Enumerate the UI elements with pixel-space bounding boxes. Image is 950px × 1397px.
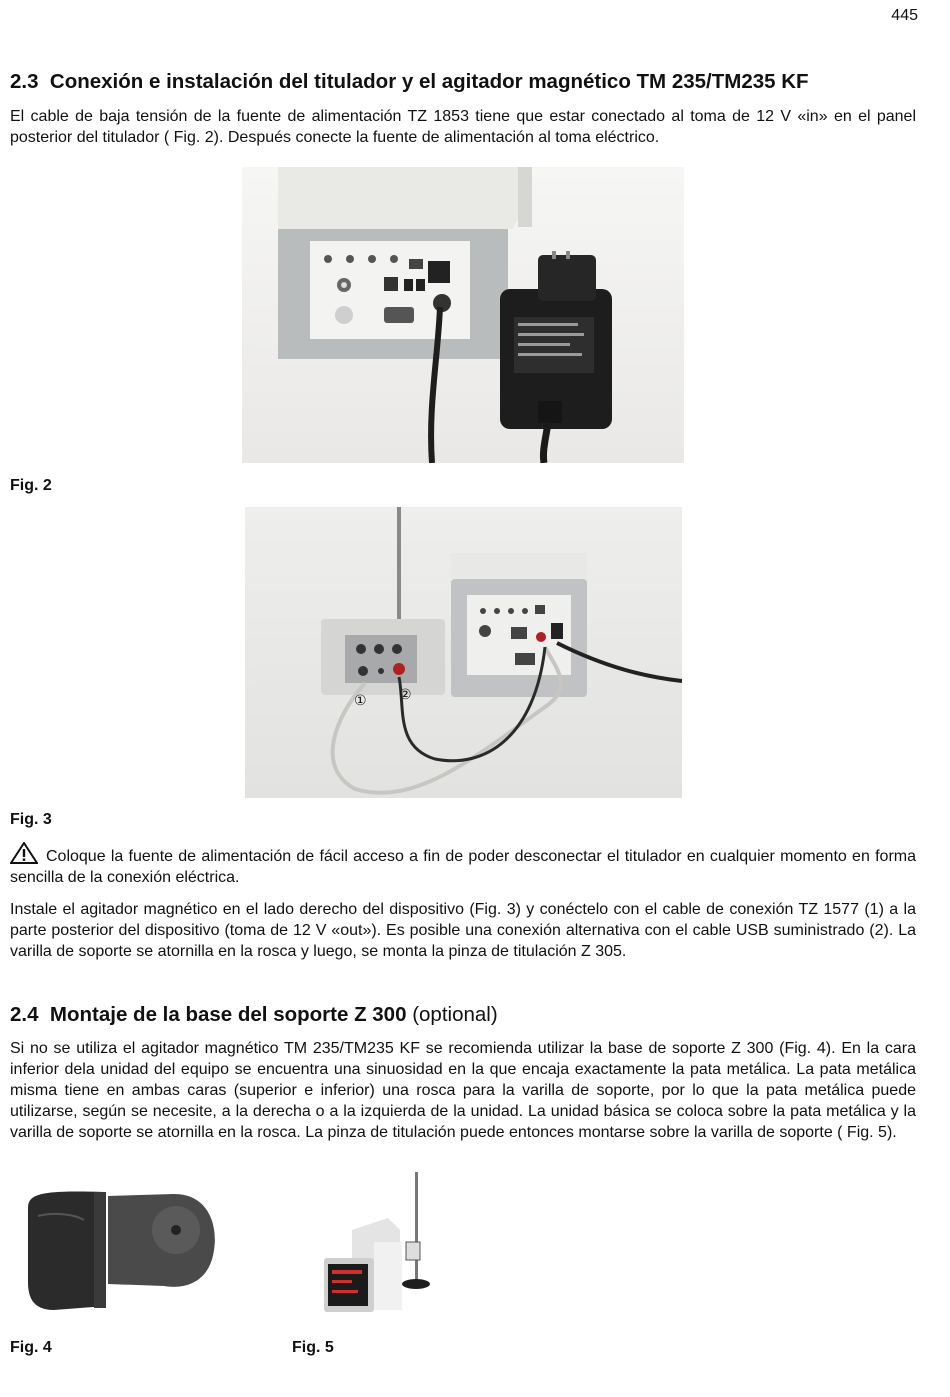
- warning-triangle-icon: [10, 842, 38, 864]
- warning-paragraph: [10, 846, 916, 888]
- fig5-photo: [322, 1172, 432, 1318]
- section-title: Montaje de la base del soporte Z 300: [49, 1003, 407, 1026]
- fig3-photo: [245, 507, 682, 798]
- section-number: 2.4: [10, 1003, 39, 1026]
- page-number: 445: [891, 7, 918, 24]
- section-2-3-intro: El cable de baja tensión de la fuente de alimentación TZ 1853 tiene que estar conectado al toma de 12 V «in» en el panel posterior del titulador ( Fig. 2). Después conecte la fuente de alimentación al toma eléctrico.: [10, 108, 916, 146]
- section-2-4-heading: [10, 1003, 498, 1027]
- fig2-label: Fig. 2: [10, 477, 52, 494]
- fig3-label: Fig. 3: [10, 811, 52, 828]
- section-title: Conexión e instalación del titulador y el agitador magnético TM 235/TM235 KF: [49, 70, 809, 93]
- fig5-label: Fig. 5: [292, 1339, 334, 1356]
- fig3-marker-1: ①: [354, 693, 367, 709]
- fig2-photo: [242, 167, 684, 463]
- fig3-marker-2: ②: [399, 687, 412, 703]
- warning-text: Coloque la fuente de alimentación de fácil acceso a fin de poder desconectar el titulador en cualquier momento en forma sencilla de la conexión eléctrica.: [10, 848, 916, 886]
- section-number: 2.3: [10, 70, 39, 93]
- fig4-photo: [24, 1186, 218, 1316]
- section-2-4-body: Si no se utiliza el agitador magnético TM 235/TM235 KF se recomienda utilizar la base de soporte Z 300 (Fig. 4). En la cara inferior dela unidad del equipo se encuentra una sinuosidad en la que encaja exactamente la pata metálica. La pata metálica misma tiene en ambas caras (superior e inferior) una rosca para la varilla de soporte, por lo que la pata metálica puede utilizarse, según se necesite, a la derecha o a la izquierda de la unidad. La unidad básica se coloca sobre la pata metálica y la varilla de soporte se atornilla en la rosca. La pinza de titulación puede entonces montarse sobre la varilla de soporte ( Fig. 5).: [10, 1040, 916, 1141]
- section-2-3-heading: [10, 70, 809, 94]
- section-title-suffix: (optional): [412, 1003, 498, 1026]
- fig4-label: Fig. 4: [10, 1339, 52, 1356]
- install-paragraph: Instale el agitador magnético en el lado derecho del dispositivo (Fig. 3) y conéctelo con el cable de conexión TZ 1577 (1) a la parte posterior del dispositivo (toma de 12 V «out»). Es posible una conexión alternativa con el cable USB suministrado (2). La varilla de soporte se atornilla en la rosca y luego, se monta la pinza de titulación Z 305.: [10, 901, 916, 960]
